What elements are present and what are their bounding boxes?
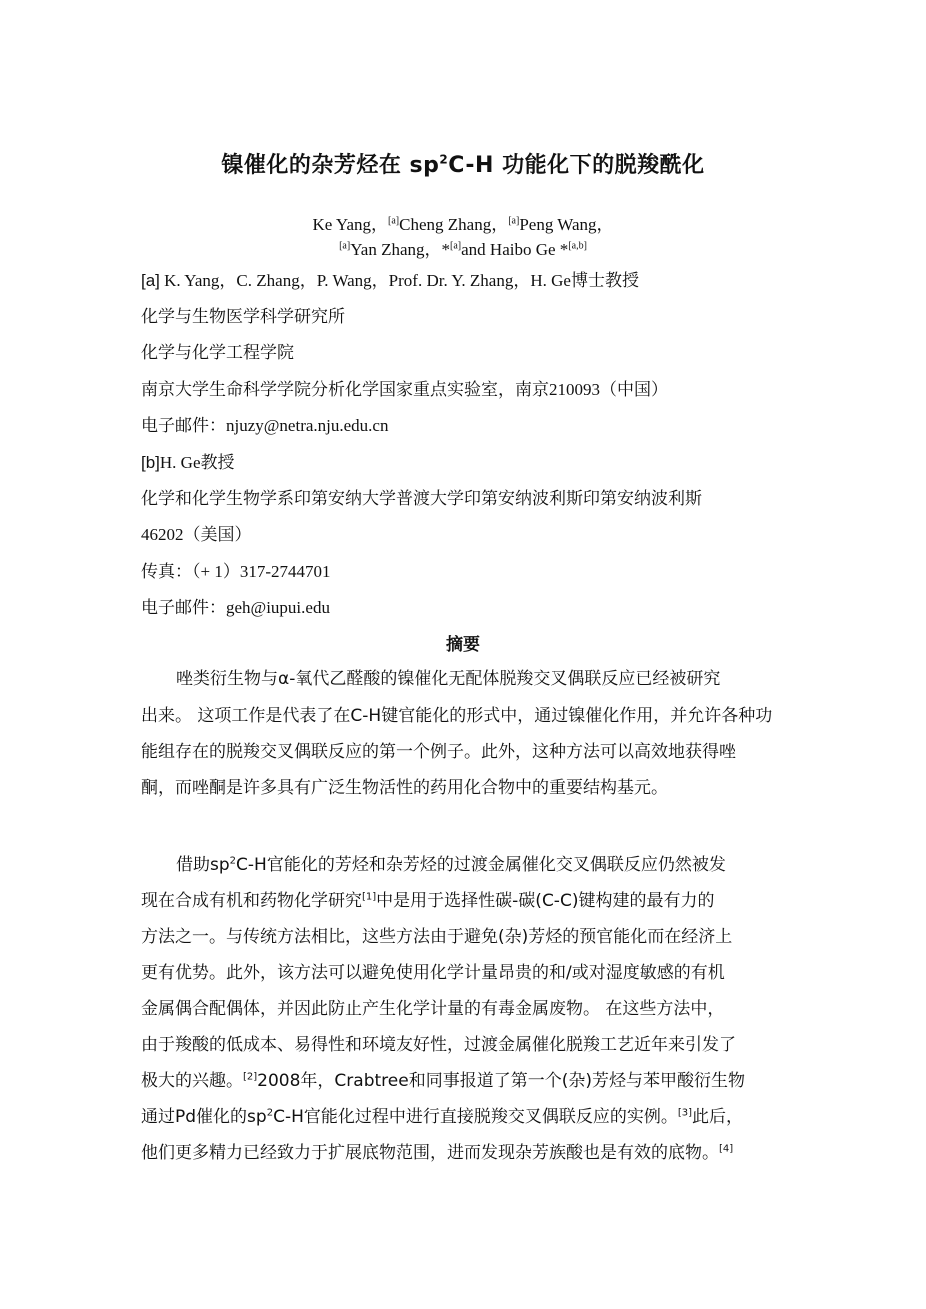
paper-title [0,148,926,179]
author-line-2 [0,235,926,260]
author-name: Peng Wang， [519,215,614,234]
affiliation-b-zip: 46202（美国） [141,525,252,544]
affiliation-a-address: 南京大学生命科学学院分析化学国家重点实验室，南京210093（中国） [141,380,668,399]
abstract-line: 能组存在的脱羧交叉偶联反应的第一个例子。此外，这种方法可以高效地获得唑 [141,742,736,762]
affiliation-b-names [141,448,235,473]
body-text: 金属偶合配偶体，并因此防止产生化学计量的有毒金属废物。 在这些方法中， [141,999,725,1019]
body-line [176,850,726,875]
abstract-line: 酮，而唑酮是许多具有广泛生物活性的药用化合物中的重要结构基元。 [141,778,668,798]
body-line [141,994,724,1019]
title-part-2: C-H 功能化下的脱羧酰化 [448,153,705,178]
citation-mark: [4] [719,1143,734,1155]
author-affiliation-mark: [a] [450,240,462,252]
title-part-1: 镍催化的杂芳烃在 sp [221,153,440,178]
affiliation-b-email: 电子邮件：geh@iupui.edu [141,598,330,617]
citation-mark: [1] [362,891,377,903]
affiliation-a-email: 电子邮件：njuzy@netra.nju.edu.cn [141,416,389,435]
author-line-1 [0,210,926,235]
body-line [141,886,714,911]
author-name: Yan Zhang， [350,240,442,259]
affiliation-b-text: H. Ge教授 [159,453,235,472]
author-affiliation-mark: [a] [339,240,351,252]
affiliation-b-fax: 传真：（+ 1）317-2744701 [141,562,331,581]
body-line [141,1066,745,1091]
body-line [141,1030,736,1055]
body-text: 更有优势。此外，该方法可以避免使用化学计量昂贵的和/或对湿度敏感的有机 [141,963,725,983]
body-line [141,958,725,983]
body-text: 2008年，Crabtree和同事报道了第一个(杂)芳烃与苯甲酸衍生物 [257,1071,745,1091]
author-name: Ke Yang， [312,215,389,234]
author-name: and Haibo Ge * [461,240,569,259]
abstract-heading: 摘要 [446,635,480,655]
affiliation-a-institute: 化学与生物医学科学研究所 [141,307,345,326]
body-text: 由于羧酸的低成本、易得性和环境友好性，过渡金属催化脱羧工艺近年来引发了 [141,1035,736,1055]
body-text: 通过Pd催化的sp [141,1107,267,1127]
affiliation-a-label: [a] [141,271,160,290]
citation-mark: [3] [677,1107,693,1119]
body-text: 现在合成有机和药物化学研究 [141,891,362,911]
affiliation-a-text: K. Yang，C. Zhang，P. Wang，Prof. Dr. Y. Zhang，H. Ge博士教授 [159,271,639,290]
affiliation-b-department: 化学和化学生物学系印第安纳大学普渡大学印第安纳波利斯印第安纳波利斯 [141,489,702,508]
affiliation-b-label: [b] [141,453,160,472]
body-text: 中是用于选择性碳-碳(C-C)键构建的最有力的 [376,891,715,911]
body-line [141,1138,733,1163]
body-line [141,922,732,947]
citation-mark: [2] [243,1071,258,1083]
body-line [141,1102,743,1127]
affiliation-a-names [141,266,639,291]
author-affiliation-mark: [a] [388,215,400,227]
body-superscript: 2 [229,855,237,867]
author-affiliation-mark: [a] [508,215,520,227]
author-name: * [441,240,451,259]
affiliation-a-school: 化学与化学工程学院 [141,343,294,362]
body-text: C-H官能化过程中进行直接脱羧交叉偶联反应的实例。 [273,1107,678,1127]
body-text: 方法之一。与传统方法相比，这些方法由于避免(杂)芳烃的预官能化而在经济上 [141,927,733,947]
body-text: 此后， [692,1107,744,1127]
abstract-line: 出来。 这项工作是代表了在C-H键官能化的形式中，通过镍催化作用，并允许各种功 [141,706,773,726]
abstract-line: 唑类衍生物与α-氧代乙醛酸的镍催化无配体脱羧交叉偶联反应已经被研究 [176,669,721,689]
title-superscript: 2 [439,152,449,167]
body-text: 极大的兴趣。 [141,1071,243,1091]
body-text: C-H官能化的芳烃和杂芳烃的过渡金属催化交叉偶联反应仍然被发 [236,855,726,875]
body-text: 借助sp [176,855,230,875]
author-affiliation-mark: [a,b] [568,240,587,252]
body-text: 他们更多精力已经致力于扩展底物范围，进而发现杂芳族酸也是有效的底物。 [141,1143,719,1163]
body-superscript: 2 [266,1107,274,1119]
author-name: Cheng Zhang， [399,215,509,234]
